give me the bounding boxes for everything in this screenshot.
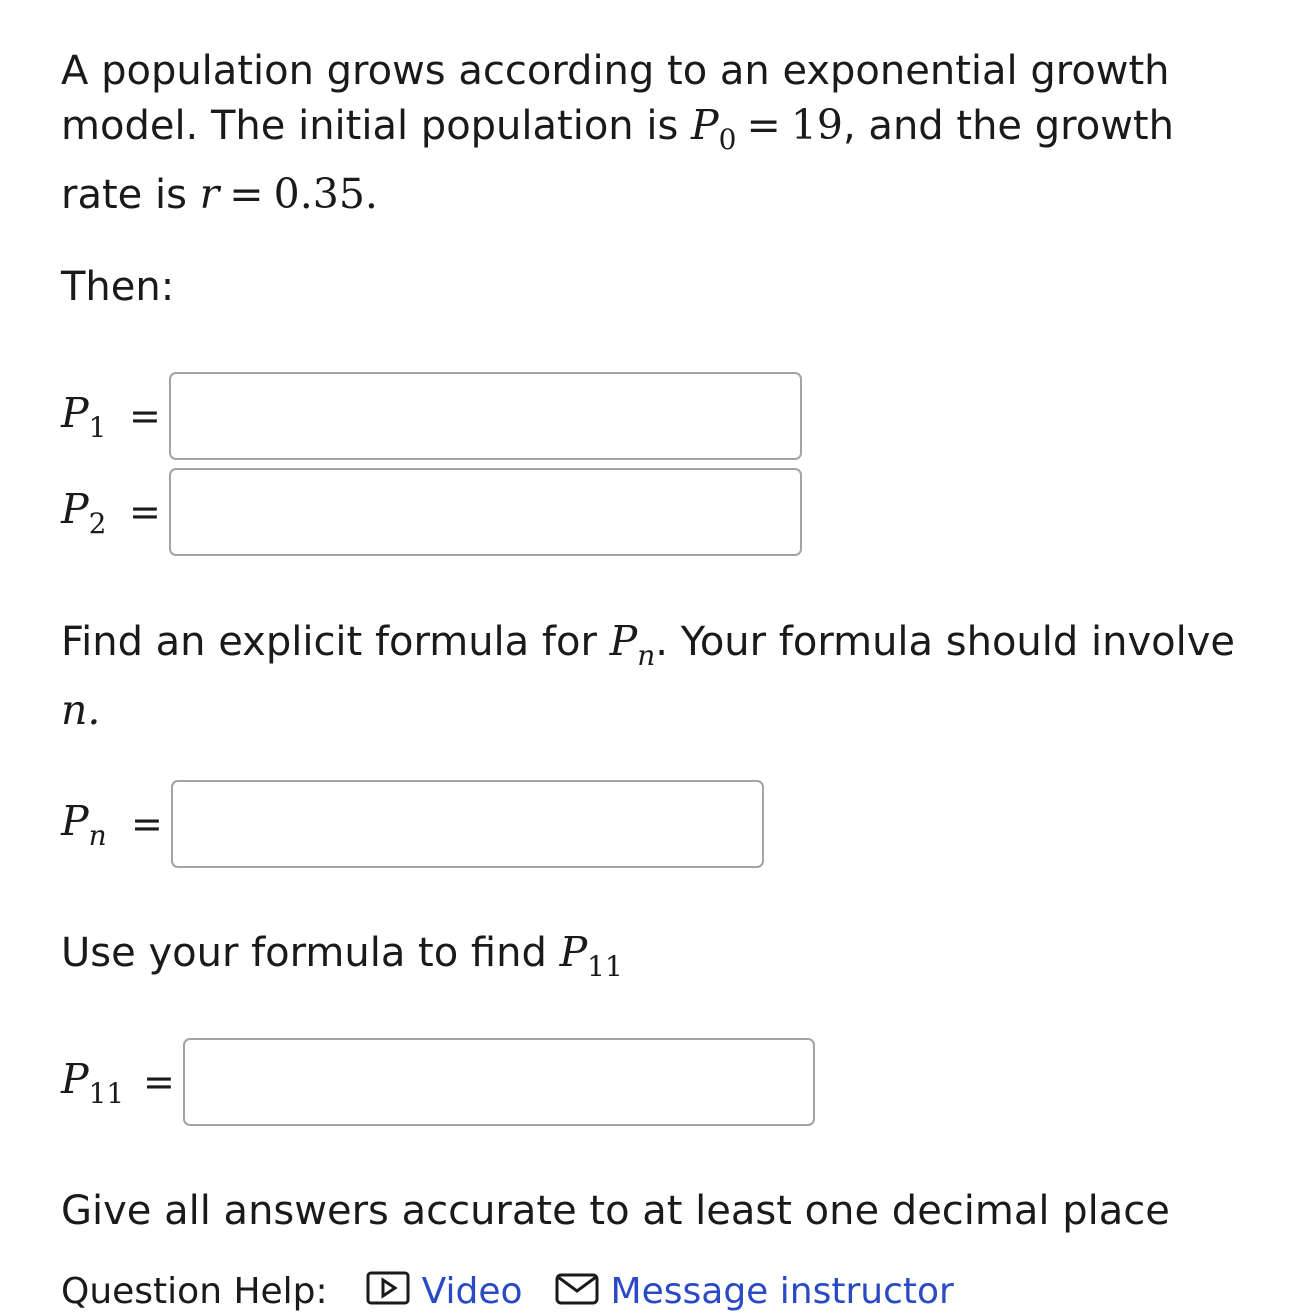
problem-line-2: model. The initial population is $P_0 = 19$, and the growth (61, 101, 1174, 156)
p11-input[interactable] (183, 1038, 815, 1126)
accuracy-note: Give all answers accurate to at least one decimal place (61, 1188, 1170, 1234)
formula-prompt: Find an explicit formula for $P_n$. Your formula should involve n. (61, 614, 1235, 737)
p11-label: $P_{11}$ (61, 1054, 125, 1110)
use-formula-prompt: Use your formula to find $P_{11}$ (61, 928, 623, 983)
p0-value: 19 (790, 101, 843, 149)
p1-equals: = (129, 394, 161, 438)
p2-label: $P_2$ (61, 484, 107, 540)
pn-equals: = (131, 802, 163, 846)
n-var: n. (61, 686, 101, 734)
p1-label: $P_1$ (61, 388, 107, 444)
pn-label: $P_n$ (61, 796, 107, 852)
pn-row (61, 780, 764, 868)
problem-line-1: A population grows according to an exponential growth (61, 48, 1170, 94)
p2-input[interactable] (169, 468, 802, 556)
p2-row (61, 468, 802, 556)
message-instructor-link[interactable]: Message instructor (555, 1271, 954, 1314)
r-var: r (199, 170, 220, 218)
then-label: Then: (61, 264, 175, 310)
p11-equals: = (143, 1060, 175, 1104)
question-help (61, 1272, 954, 1312)
p11-var-inline: $P_{11}$ (559, 928, 623, 983)
pn-var-inline: $P_n$ (609, 617, 656, 672)
question-help-label: Question Help: (61, 1271, 328, 1312)
r-value: 0.35 (273, 170, 365, 218)
problem-statement (61, 44, 1174, 222)
p1-row (61, 372, 802, 460)
p0-var: $P_0$ (691, 101, 737, 156)
video-link[interactable]: Video (366, 1271, 523, 1314)
p2-equals: = (129, 490, 161, 534)
pn-input[interactable] (171, 780, 764, 868)
p11-row (61, 1038, 815, 1126)
envelope-icon (555, 1271, 599, 1314)
play-video-icon (366, 1271, 410, 1314)
problem-line-3: rate is r = 0.35. (61, 170, 378, 218)
p1-input[interactable] (169, 372, 802, 460)
